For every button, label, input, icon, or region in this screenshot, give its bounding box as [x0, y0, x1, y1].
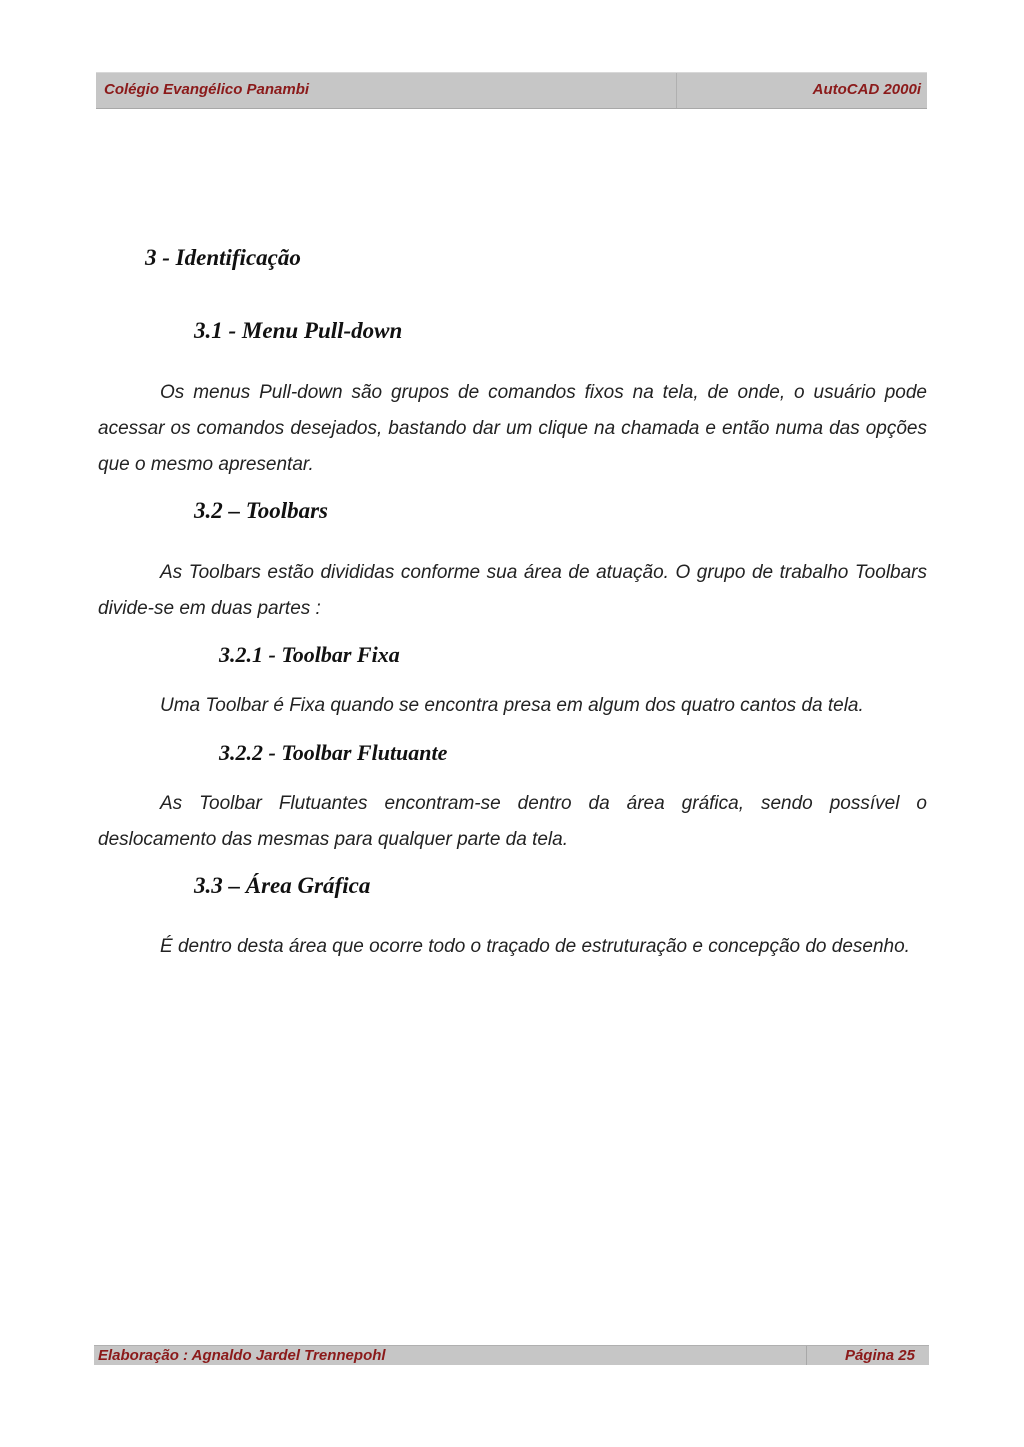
footer-divider	[806, 1346, 807, 1365]
paragraph-3-2-2: As Toolbar Flutuantes encontram-se dentro da área gráfica, sendo possível o deslocamento das mesmas para qualquer parte da tela.	[98, 793, 927, 850]
section-heading-3: 3 - Identificação	[145, 245, 301, 270]
footer-author: Elaboração : Agnaldo Jardel Trennepohl	[98, 1347, 386, 1364]
paragraph-3-1: Os menus Pull-down são grupos de comandos fixos na tela, de onde, o usuário pode acessar os comandos desejados, bastando dar um clique na chamada e então numa das opções que o mesmo apresentar.	[98, 382, 927, 475]
paragraph-3-2-1: Uma Toolbar é Fixa quando se encontra presa em algum dos quatro cantos da tela.	[160, 695, 864, 716]
paragraph-3-3: É dentro desta área que ocorre todo o traçado de estruturação e concepção do desenho.	[160, 936, 910, 957]
paragraph-3-2: As Toolbars estão divididas conforme sua área de atuação. O grupo de trabalho Toolbars divide-se em duas partes :	[98, 562, 927, 619]
footer-page-number: Página 25	[844, 1347, 915, 1364]
section-heading-3-3: 3.3 – Área Gráfica	[194, 873, 371, 898]
page-header	[96, 72, 927, 109]
section-heading-3-1: 3.1 - Menu Pull-down	[194, 318, 403, 343]
page-footer	[94, 1345, 929, 1365]
section-heading-3-2-2: 3.2.2 - Toolbar Flutuante	[219, 740, 448, 765]
section-heading-3-2-1: 3.2.1 - Toolbar Fixa	[219, 642, 400, 667]
header-school-name: Colégio Evangélico Panambi	[104, 81, 310, 98]
section-heading-3-2: 3.2 – Toolbars	[194, 498, 328, 523]
header-course-title: AutoCAD 2000i	[812, 81, 921, 98]
header-divider	[676, 73, 677, 108]
